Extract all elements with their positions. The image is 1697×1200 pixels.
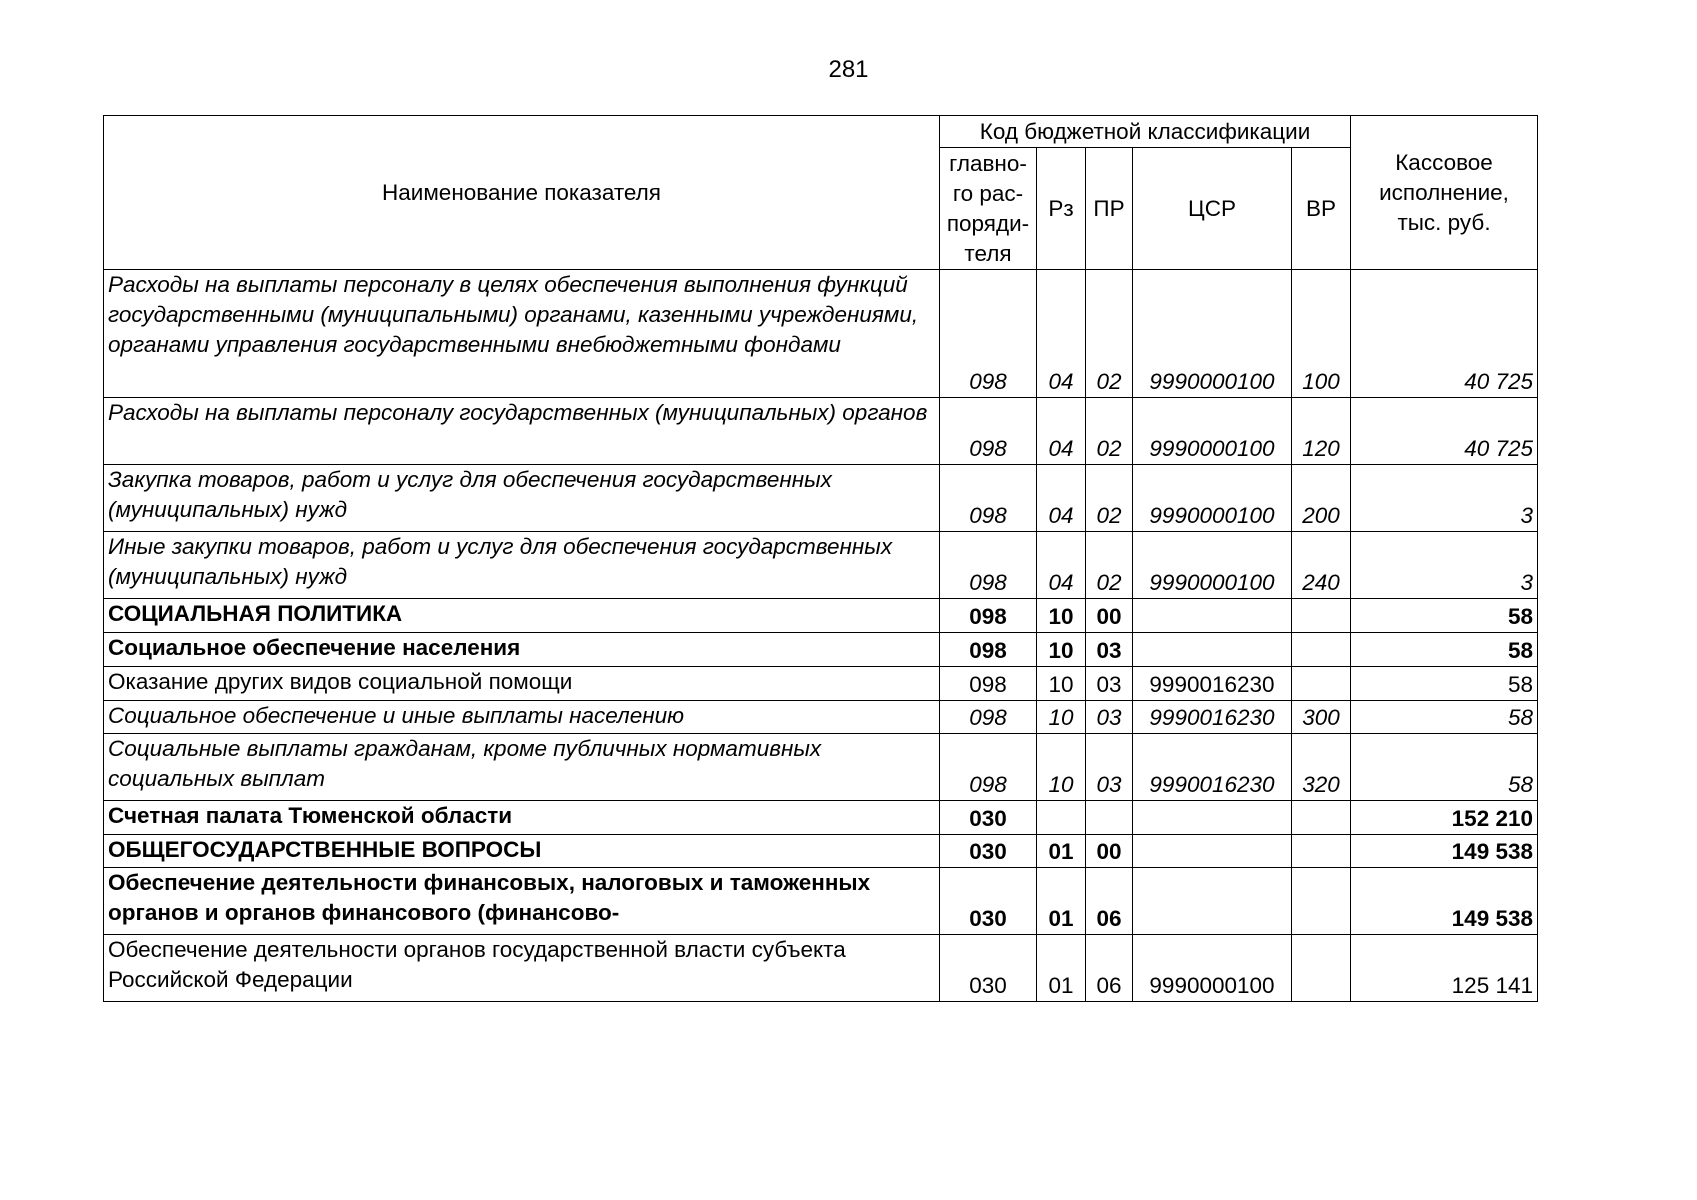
header-main-line-3: поряди- xyxy=(946,210,1030,236)
row-amount: 149 538 xyxy=(1351,868,1538,935)
row-name: Закупка товаров, работ и услуг для обеспечения государственных (муниципальных) нужд xyxy=(104,465,940,532)
row-csr: 9990000100 xyxy=(1133,398,1292,465)
row-rz: 01 xyxy=(1037,835,1086,868)
row-rz: 04 xyxy=(1037,270,1086,398)
row-name: Оказание других видов социальной помощи xyxy=(104,667,940,701)
row-main: 098 xyxy=(940,667,1037,701)
row-vr: 320 xyxy=(1292,734,1351,801)
header-amount-line-2: исполнение, xyxy=(1379,179,1509,205)
row-rz: 10 xyxy=(1037,667,1086,701)
row-main: 098 xyxy=(940,701,1037,734)
table-row xyxy=(104,532,1538,599)
row-main: 098 xyxy=(940,270,1037,398)
row-name: Иные закупки товаров, работ и услуг для обеспечения государственных (муниципальных) нужд xyxy=(104,532,940,599)
row-main: 098 xyxy=(940,633,1037,667)
row-csr: 9990000100 xyxy=(1133,532,1292,599)
row-vr xyxy=(1292,935,1351,1002)
row-csr: 9990016230 xyxy=(1133,667,1292,701)
row-rz xyxy=(1037,801,1086,835)
row-rz: 01 xyxy=(1037,935,1086,1002)
row-vr xyxy=(1292,835,1351,868)
row-main: 030 xyxy=(940,801,1037,835)
row-rz: 10 xyxy=(1037,633,1086,667)
table-row xyxy=(104,835,1538,868)
header-rz: Рз xyxy=(1037,148,1086,270)
row-vr: 300 xyxy=(1292,701,1351,734)
row-name: Социальное обеспечение и иные выплаты населению xyxy=(104,701,940,734)
row-csr: 9990016230 xyxy=(1133,701,1292,734)
row-rz: 04 xyxy=(1037,465,1086,532)
table-row xyxy=(104,667,1538,701)
header-code-group: Код бюджетной классификации xyxy=(940,116,1351,148)
row-main: 098 xyxy=(940,734,1037,801)
row-amount: 125 141 xyxy=(1351,935,1538,1002)
row-pr: 06 xyxy=(1086,935,1133,1002)
row-amount: 58 xyxy=(1351,734,1538,801)
row-rz: 10 xyxy=(1037,599,1086,633)
table-row xyxy=(104,465,1538,532)
table-row xyxy=(104,701,1538,734)
row-vr xyxy=(1292,801,1351,835)
row-name: Обеспечение деятельности финансовых, налоговых и таможенных органов и органов финансового (финансово- xyxy=(104,868,940,935)
row-main: 098 xyxy=(940,398,1037,465)
table-row xyxy=(104,633,1538,667)
row-amount: 3 xyxy=(1351,532,1538,599)
row-name: Социальное обеспечение населения xyxy=(104,633,940,667)
row-csr xyxy=(1133,835,1292,868)
header-pr: ПР xyxy=(1086,148,1133,270)
table-row xyxy=(104,734,1538,801)
row-amount: 40 725 xyxy=(1351,398,1538,465)
row-vr xyxy=(1292,599,1351,633)
table-row xyxy=(104,868,1538,935)
header-amount xyxy=(1351,116,1538,270)
row-name: Расходы на выплаты персоналу государственных (муниципальных) органов xyxy=(104,398,940,465)
table-row xyxy=(104,599,1538,633)
row-pr: 02 xyxy=(1086,270,1133,398)
row-pr: 03 xyxy=(1086,667,1133,701)
row-vr xyxy=(1292,633,1351,667)
header-main-line-2: го рас- xyxy=(952,180,1024,206)
row-vr xyxy=(1292,667,1351,701)
row-amount: 149 538 xyxy=(1351,835,1538,868)
row-name: Счетная палата Тюменской области xyxy=(104,801,940,835)
row-csr xyxy=(1133,599,1292,633)
row-amount: 58 xyxy=(1351,667,1538,701)
row-vr: 240 xyxy=(1292,532,1351,599)
row-name: СОЦИАЛЬНАЯ ПОЛИТИКА xyxy=(104,599,940,633)
table-row xyxy=(104,935,1538,1002)
table-row xyxy=(104,270,1538,398)
header-name: Наименование показателя xyxy=(104,116,940,270)
budget-table xyxy=(103,115,1538,1002)
row-pr: 02 xyxy=(1086,398,1133,465)
table-body xyxy=(104,270,1538,1002)
row-vr: 200 xyxy=(1292,465,1351,532)
table-header xyxy=(104,116,1538,270)
row-amount: 58 xyxy=(1351,599,1538,633)
row-rz: 04 xyxy=(1037,398,1086,465)
row-main: 030 xyxy=(940,868,1037,935)
header-main-line-4: теля xyxy=(964,240,1012,266)
row-csr: 9990000100 xyxy=(1133,270,1292,398)
row-pr: 00 xyxy=(1086,835,1133,868)
row-name: Социальные выплаты гражданам, кроме публичных нормативных социальных выплат xyxy=(104,734,940,801)
row-csr xyxy=(1133,633,1292,667)
row-name: ОБЩЕГОСУДАРСТВЕННЫЕ ВОПРОСЫ xyxy=(104,835,940,868)
row-vr xyxy=(1292,868,1351,935)
row-rz: 01 xyxy=(1037,868,1086,935)
row-name: Расходы на выплаты персоналу в целях обеспечения выполнения функций государственными (муниципальными) органами, казенными учреждениями, органами управления государственными внебюджетными фондами xyxy=(104,270,940,398)
table-row xyxy=(104,801,1538,835)
row-amount: 152 210 xyxy=(1351,801,1538,835)
row-pr: 02 xyxy=(1086,532,1133,599)
row-pr: 03 xyxy=(1086,701,1133,734)
row-csr: 9990000100 xyxy=(1133,465,1292,532)
row-rz: 04 xyxy=(1037,532,1086,599)
row-pr: 06 xyxy=(1086,868,1133,935)
row-pr xyxy=(1086,801,1133,835)
row-main: 030 xyxy=(940,835,1037,868)
row-main: 098 xyxy=(940,599,1037,633)
row-vr: 100 xyxy=(1292,270,1351,398)
row-vr: 120 xyxy=(1292,398,1351,465)
header-csr: ЦСР xyxy=(1133,148,1292,270)
row-rz: 10 xyxy=(1037,734,1086,801)
row-amount: 58 xyxy=(1351,701,1538,734)
row-pr: 03 xyxy=(1086,734,1133,801)
row-rz: 10 xyxy=(1037,701,1086,734)
row-pr: 02 xyxy=(1086,465,1133,532)
header-amount-line-1: Кассовое xyxy=(1395,149,1493,175)
row-main: 098 xyxy=(940,465,1037,532)
row-amount: 3 xyxy=(1351,465,1538,532)
row-main: 030 xyxy=(940,935,1037,1002)
row-csr: 9990000100 xyxy=(1133,935,1292,1002)
row-csr xyxy=(1133,801,1292,835)
header-main-manager xyxy=(940,148,1037,270)
header-vr: ВР xyxy=(1292,148,1351,270)
header-amount-line-3: тыс. руб. xyxy=(1397,209,1491,235)
row-main: 098 xyxy=(940,532,1037,599)
row-pr: 00 xyxy=(1086,599,1133,633)
row-csr xyxy=(1133,868,1292,935)
row-amount: 40 725 xyxy=(1351,270,1538,398)
header-main-line-1: главно- xyxy=(949,150,1027,176)
row-name: Обеспечение деятельности органов государственной власти субъекта Российской Федерации xyxy=(104,935,940,1002)
row-pr: 03 xyxy=(1086,633,1133,667)
row-csr: 9990016230 xyxy=(1133,734,1292,801)
table-row xyxy=(104,398,1538,465)
row-amount: 58 xyxy=(1351,633,1538,667)
page-number: 281 xyxy=(828,56,869,83)
